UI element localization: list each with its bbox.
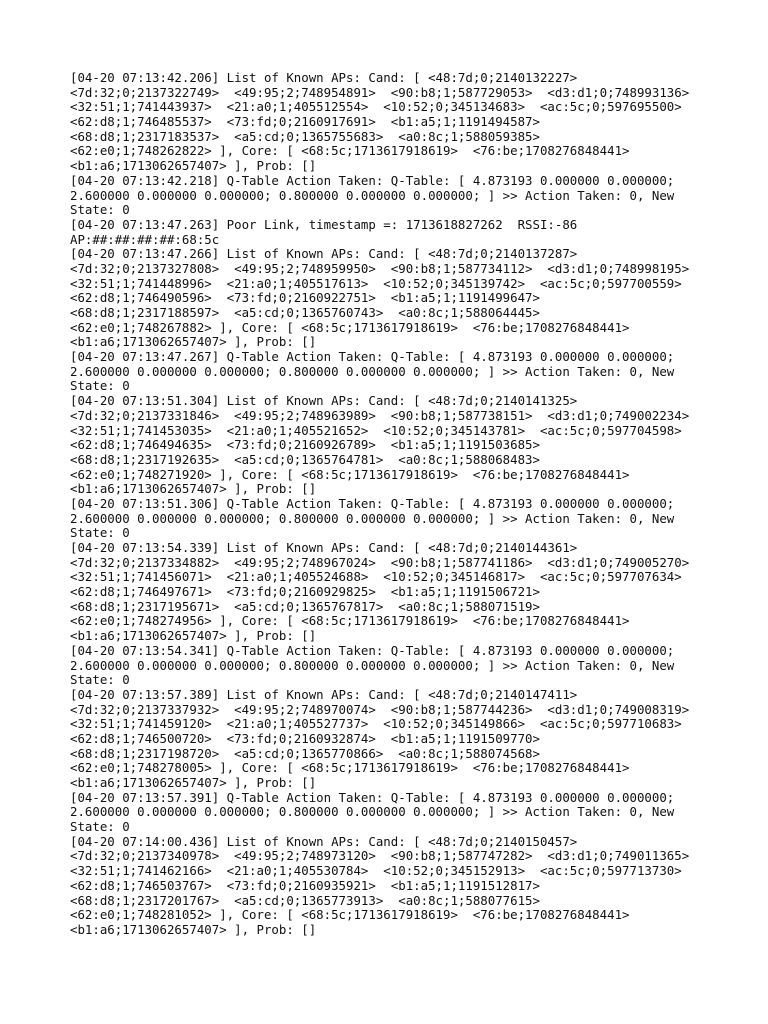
log-line: 2.600000 0.000000 0.000000; 0.800000 0.000000 0.000000; ] >> Action Taken: 0, New: [70, 363, 675, 379]
log-line: AP:##:##:##:##:68:5c: [70, 231, 220, 247]
log-line: <68:d8;1;2317183537> <a5:cd;0;1365755683> <a0:8c;1;588059385>: [70, 128, 540, 144]
log-line: <62:e0;1;748274956> ], Core: [ <68:5c;1713617918619> <76:be;1708276848441>: [70, 613, 630, 629]
log-line: <62:e0;1;748271920> ], Core: [ <68:5c;1713617918619> <76:be;1708276848441>: [70, 466, 630, 482]
log-line: [04-20 07:13:47.263] Poor Link, timestamp =: 1713618827262 RSSI:-86: [70, 216, 578, 232]
log-line: [04-20 07:13:54.339] List of Known APs: Cand: [ <48:7d;0;2140144361>: [70, 540, 578, 555]
log-line: <32:51;1;741443937> <21:a0;1;405512554> <10:52;0;345134683> <ac:5c;0;597695500>: [70, 99, 682, 115]
log-line: <7d:32;0;2137322749> <49:95;2;748954891> <90:b8;1;587729053> <d3:d1;0;748993136>: [70, 84, 690, 100]
log-line: 2.600000 0.000000 0.000000; 0.800000 0.000000 0.000000; ] >> Action Taken: 0, New: [70, 187, 675, 203]
log-line: <7d:32;0;2137334882> <49:95;2;748967024> <90:b8;1;587741186> <d3:d1;0;749005270>: [70, 554, 690, 570]
log-line: <68:d8;1;2317198720> <a5:cd;0;1365770866> <a0:8c;1;588074568>: [70, 745, 540, 761]
log-line: <32:51;1;741459120> <21:a0;1;405527737> <10:52;0;345149866> <ac:5c;0;597710683>: [70, 716, 682, 732]
log-line: 2.600000 0.000000 0.000000; 0.800000 0.000000 0.000000; ] >> Action Taken: 0, New: [70, 804, 675, 820]
log-line: <32:51;1;741453035> <21:a0;1;405521652> <10:52;0;345143781> <ac:5c;0;597704598>: [70, 422, 682, 438]
log-line: <32:51;1;741462166> <21:a0;1;405530784> <10:52;0;345152913> <ac:5c;0;597713730>: [70, 863, 682, 879]
log-line: <b1:a6;1713062657407> ], Prob: []: [70, 334, 317, 350]
log-line: <62:e0;1;748267882> ], Core: [ <68:5c;1713617918619> <76:be;1708276848441>: [70, 319, 630, 335]
log-line: State: 0: [70, 202, 130, 218]
log-line: <62:e0;1;748281052> ], Core: [ <68:5c;1713617918619> <76:be;1708276848441>: [70, 907, 630, 923]
log-line: <62:d8;1;746490596> <73:fd;0;2160922751> <b1:a5;1;1191499647>: [70, 290, 540, 306]
log-line: <62:d8;1;746503767> <73:fd;0;2160935921> <b1:a5;1;1191512817>: [70, 877, 540, 893]
log-line: <68:d8;1;2317192635> <a5:cd;0;1365764781> <a0:8c;1;588068483>: [70, 451, 540, 467]
log-line: [04-20 07:13:57.389] List of Known APs: Cand: [ <48:7d;0;2140147411>: [70, 686, 578, 702]
log-line: <68:d8;1;2317201767> <a5:cd;0;1365773913> <a0:8c;1;588077615>: [70, 892, 540, 908]
log-line: [04-20 07:13:42.206] List of Known APs: Cand: [ <48:7d;0;2140132227>: [70, 70, 578, 85]
log-line: <62:d8;1;746485537> <73:fd;0;2160917691> <b1:a5;1;1191494587>: [70, 114, 540, 130]
log-line: [04-20 07:13:51.304] List of Known APs: Cand: [ <48:7d;0;2140141325>: [70, 393, 578, 409]
log-line: State: 0: [70, 378, 130, 394]
log-line: [04-20 07:13:57.391] Q-Table Action Taken: Q-Table: [ 4.873193 0.000000 0.000000;: [70, 789, 675, 805]
log-line: [04-20 07:13:47.266] List of Known APs: Cand: [ <48:7d;0;2140137287>: [70, 246, 578, 262]
log-line: 2.600000 0.000000 0.000000; 0.800000 0.000000 0.000000; ] >> Action Taken: 0, New: [70, 510, 675, 526]
log-line: <7d:32;0;2137340978> <49:95;2;748973120> <90:b8;1;587747282> <d3:d1;0;749011365>: [70, 848, 690, 864]
log-line: <62:d8;1;746494635> <73:fd;0;2160926789> <b1:a5;1;1191503685>: [70, 437, 540, 453]
log-line: <7d:32;0;2137327808> <49:95;2;748959950> <90:b8;1;587734112> <d3:d1;0;748998195>: [70, 260, 690, 276]
log-line: [04-20 07:14:00.436] List of Known APs: Cand: [ <48:7d;0;2140150457>: [70, 833, 578, 849]
log-line: State: 0: [70, 672, 130, 688]
log-line: <7d:32;0;2137331846> <49:95;2;748963989> <90:b8;1;587738151> <d3:d1;0;749002234>: [70, 407, 690, 423]
log-line: State: 0: [70, 525, 130, 541]
log-line: <32:51;1;741456071> <21:a0;1;405524688> <10:52;0;345146817> <ac:5c;0;597707634>: [70, 569, 682, 585]
log-line: 2.600000 0.000000 0.000000; 0.800000 0.000000 0.000000; ] >> Action Taken: 0, New: [70, 657, 675, 673]
log-line: <7d:32;0;2137337932> <49:95;2;748970074> <90:b8;1;587744236> <d3:d1;0;749008319>: [70, 701, 690, 717]
log-line: State: 0: [70, 819, 130, 835]
log-text-block: [70, 71, 750, 938]
log-line: [04-20 07:13:47.267] Q-Table Action Taken: Q-Table: [ 4.873193 0.000000 0.000000;: [70, 349, 675, 365]
log-line: <b1:a6;1713062657407> ], Prob: []: [70, 628, 317, 644]
log-line: <b1:a6;1713062657407> ], Prob: []: [70, 921, 317, 937]
log-line: <32:51;1;741448996> <21:a0;1;405517613> <10:52;0;345139742> <ac:5c;0;597700559>: [70, 275, 682, 291]
log-line: <62:d8;1;746497671> <73:fd;0;2160929825> <b1:a5;1;1191506721>: [70, 584, 540, 600]
log-line: <b1:a6;1713062657407> ], Prob: []: [70, 158, 317, 174]
log-line: <62:e0;1;748278005> ], Core: [ <68:5c;1713617918619> <76:be;1708276848441>: [70, 760, 630, 776]
log-line: <68:d8;1;2317188597> <a5:cd;0;1365760743> <a0:8c;1;588064445>: [70, 305, 540, 320]
log-line: <62:e0;1;748262822> ], Core: [ <68:5c;1713617918619> <76:be;1708276848441>: [70, 143, 630, 159]
log-line: [04-20 07:13:42.218] Q-Table Action Taken: Q-Table: [ 4.873193 0.000000 0.000000;: [70, 172, 675, 188]
log-line: <68:d8;1;2317195671> <a5:cd;0;1365767817> <a0:8c;1;588071519>: [70, 598, 540, 614]
log-line: [04-20 07:13:51.306] Q-Table Action Taken: Q-Table: [ 4.873193 0.000000 0.000000;: [70, 495, 675, 511]
log-line: [04-20 07:13:54.341] Q-Table Action Taken: Q-Table: [ 4.873193 0.000000 0.000000;: [70, 642, 675, 658]
log-line: <b1:a6;1713062657407> ], Prob: []: [70, 775, 317, 790]
log-line: <b1:a6;1713062657407> ], Prob: []: [70, 481, 317, 497]
log-line: <62:d8;1;746500720> <73:fd;0;2160932874> <b1:a5;1;1191509770>: [70, 730, 540, 746]
